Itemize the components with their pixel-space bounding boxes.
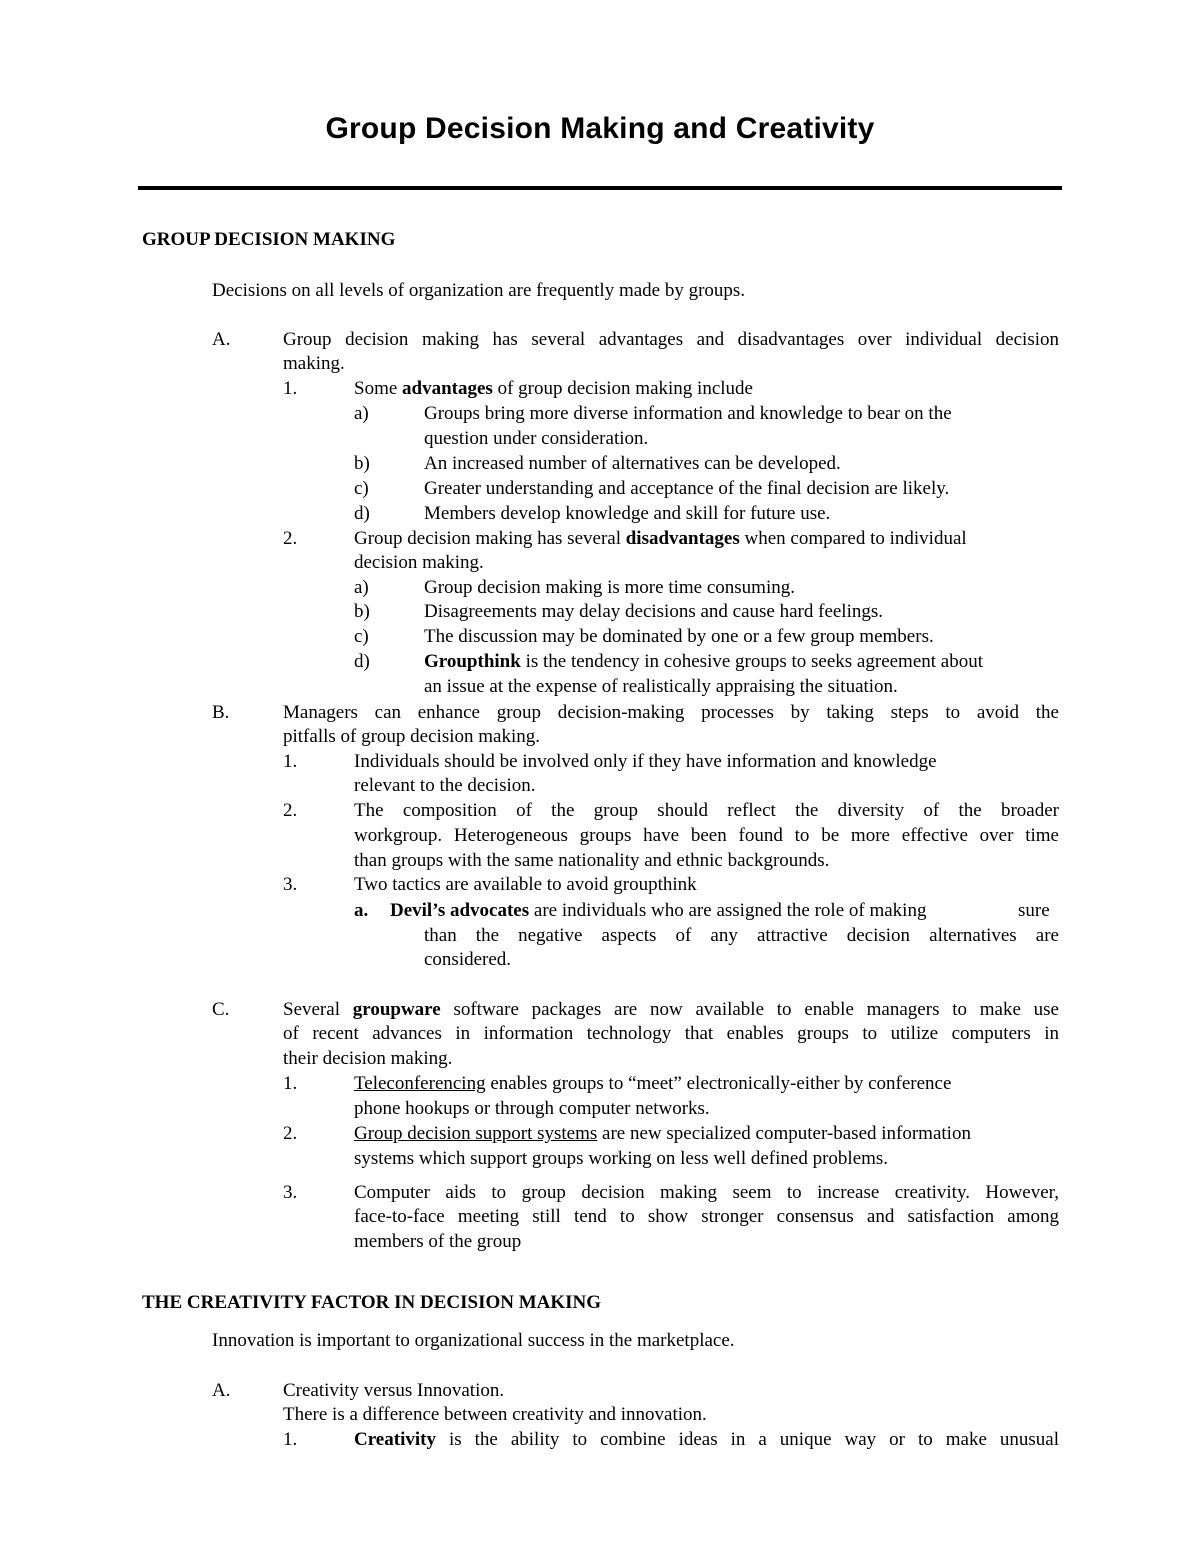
section-heading-creativity-factor: THE CREATIVITY FACTOR IN DECISION MAKING — [142, 1292, 602, 1313]
list-item: Disagreements may delay decisions and cause hard feelings. — [424, 601, 884, 622]
list-item: question under consideration. — [424, 428, 649, 449]
list-item: relevant to the decision. — [354, 775, 536, 796]
list-item: The composition of the group should reflect the diversity of the broader — [354, 800, 1059, 821]
list-item: Group decision support systems are new specialized computer-based information — [354, 1123, 971, 1144]
list-item: Groups bring more diverse information and knowledge to bear on the — [424, 403, 952, 424]
list-item: Individuals should be involved only if they have information and knowledge — [354, 751, 937, 772]
list-marker: b) — [354, 453, 370, 474]
list-marker: B. — [212, 702, 230, 723]
paragraph-line: of recent advances in information technology that enables groups to utilize computers in — [283, 1023, 1059, 1044]
list-marker: 1. — [283, 1429, 298, 1450]
list-item: Computer aids to group decision making seem to increase creativity. However, — [354, 1182, 1059, 1203]
list-marker: C. — [212, 999, 230, 1020]
paragraph-line: Several groupware software packages are now available to enable managers to make use — [283, 999, 1059, 1020]
list-item: Two tactics are available to avoid groupthink — [354, 874, 697, 895]
list-item: considered. — [424, 949, 512, 970]
paragraph-line: Managers can enhance group decision-making processes by taking steps to avoid the — [283, 702, 1059, 723]
list-marker: 2. — [283, 800, 298, 821]
list-marker: c) — [354, 626, 369, 647]
list-item: Group decision making has several disadvantages when compared to individual — [354, 528, 967, 549]
list-item: members of the group — [354, 1231, 522, 1252]
list-marker: a) — [354, 403, 369, 424]
list-marker: 1. — [283, 751, 298, 772]
list-item: Greater understanding and acceptance of the final decision are likely. — [424, 478, 950, 499]
list-item: workgroup. Heterogeneous groups have been found to be more effective over time — [354, 825, 1059, 846]
list-marker: 2. — [283, 528, 298, 549]
list-marker: 3. — [283, 1182, 298, 1203]
list-marker: a. — [354, 900, 369, 921]
list-marker: a) — [354, 577, 369, 598]
list-item: Creativity is the ability to combine ideas in a unique way or to make unusual — [354, 1429, 1059, 1450]
list-item: An increased number of alternatives can be developed. — [424, 453, 841, 474]
title-divider — [138, 186, 1062, 190]
list-marker: 2. — [283, 1123, 298, 1144]
section-intro: Innovation is important to organizational success in the marketplace. — [212, 1330, 735, 1351]
paragraph-line: making. — [283, 353, 345, 374]
list-marker: A. — [212, 329, 231, 350]
list-item: Members develop knowledge and skill for future use. — [424, 503, 831, 524]
list-item: Some advantages of group decision making include — [354, 378, 753, 399]
list-marker: 1. — [283, 378, 298, 399]
list-marker: 1. — [283, 1073, 298, 1094]
paragraph-line: Creativity versus Innovation. — [283, 1380, 505, 1401]
list-item: face-to-face meeting still tend to show stronger consensus and satisfaction among — [354, 1206, 1059, 1227]
list-marker: b) — [354, 601, 370, 622]
list-item: sure — [1018, 900, 1050, 921]
paragraph-line: their decision making. — [283, 1048, 453, 1069]
document-title: Group Decision Making and Creativity — [325, 112, 875, 145]
list-item: decision making. — [354, 552, 484, 573]
paragraph-line: pitfalls of group decision making. — [283, 726, 540, 747]
section-heading-group-decision-making: GROUP DECISION MAKING — [142, 229, 396, 250]
list-marker: c) — [354, 478, 369, 499]
list-item: Teleconferencing enables groups to “meet” electronically-either by conference — [354, 1073, 952, 1094]
list-item: systems which support groups working on less well defined problems. — [354, 1148, 889, 1169]
list-item: than groups with the same nationality and ethnic backgrounds. — [354, 850, 830, 871]
list-item: an issue at the expense of realistically appraising the situation. — [424, 676, 898, 697]
list-item: Groupthink is the tendency in cohesive groups to seeks agreement about — [424, 651, 984, 672]
section-intro: Decisions on all levels of organization are frequently made by groups. — [212, 280, 746, 301]
list-item: phone hookups or through computer networks. — [354, 1098, 710, 1119]
list-item: than the negative aspects of any attractive decision alternatives are — [424, 925, 1059, 946]
list-marker: d) — [354, 503, 370, 524]
list-item: Group decision making is more time consuming. — [424, 577, 795, 598]
list-item: The discussion may be dominated by one or a few group members. — [424, 626, 934, 647]
list-item: Devil’s advocates are individuals who are assigned the role of making — [390, 900, 927, 921]
paragraph-line: There is a difference between creativity and innovation. — [283, 1404, 707, 1425]
paragraph-line: Group decision making has several advantages and disadvantages over individual decision — [283, 329, 1059, 350]
list-marker: 3. — [283, 874, 298, 895]
list-marker: A. — [212, 1380, 231, 1401]
list-marker: d) — [354, 651, 370, 672]
